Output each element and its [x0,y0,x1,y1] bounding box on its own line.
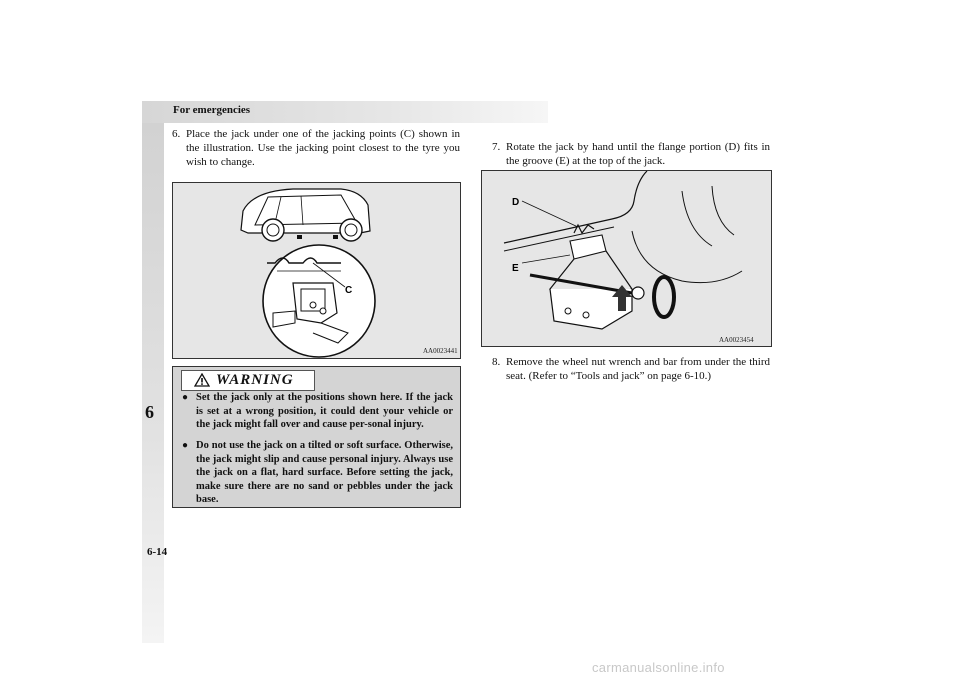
warning-item [182,439,453,507]
step-text: Place the jack under one of the jacking points (C) shown in the illustration. Use the jacking point closest to the tyre you wish to change. [186,128,460,168]
step-8 [492,355,770,383]
step-7 [492,140,770,168]
warning-item [182,391,453,432]
warning-triangle-icon [194,373,210,387]
step-text: Rotate the jack by hand until the flange portion (D) fits in the groove (E) at the top of the jack. [506,141,770,167]
figure-code: AA0023441 [423,347,458,355]
chapter-tab-number: 6 [145,402,154,422]
warning-item-text: Set the jack only at the positions shown here. If the jack is set at a wrong position, it could dent your vehicle or the jack might fall over and cause per-sonal injury. [196,392,453,431]
warning-item-text: Do not use the jack on a tilted or soft surface. Otherwise, the jack might slip and cause personal injury. Always use the jack on a flat, hard surface. Before setting the jack, make sure there are no sand or pebbles under the jack base. [196,440,453,506]
figure-code: AA0023454 [719,336,754,344]
warning-title: WARNING [216,372,294,388]
label-e: E [512,263,519,274]
jack-illustration [482,171,771,346]
step-number: 7. [492,141,501,153]
label-d: D [512,197,520,208]
bullet: ● [182,392,189,403]
chapter-tab-band [142,123,164,643]
step-6 [172,127,460,169]
page-number: 6-14 [147,546,168,558]
watermark: carmanualsonline.info [592,660,725,675]
warning-header [181,370,315,391]
label-c: C [345,285,353,296]
step-number: 8. [492,356,501,368]
step-number: 6. [172,128,181,140]
step-text: Remove the wheel nut wrench and bar from under the third seat. (Refer to “Tools and jack” on page 6-10.) [506,356,770,382]
warning-box [172,366,461,508]
bullet: ● [182,440,189,451]
section-title: For emergencies [173,104,251,116]
figure-jack-flange [481,170,772,347]
car-jack-illustration [173,183,460,358]
figure-jacking-point [172,182,461,359]
